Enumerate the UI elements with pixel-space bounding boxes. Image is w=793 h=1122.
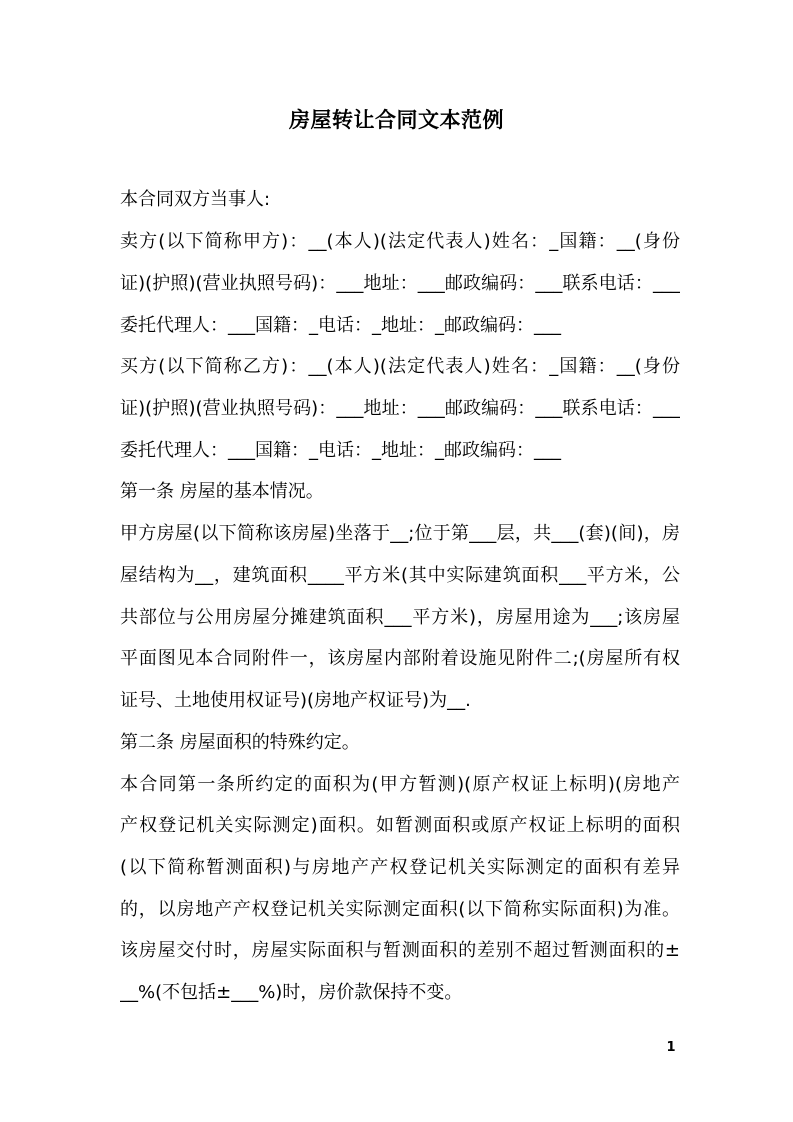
paragraph-line: 委托代理人：___国籍：_电话：_地址：_邮政编码：___ xyxy=(120,315,561,336)
page-number: 1 xyxy=(666,1040,676,1055)
section-heading: 第二条 房屋面积的特殊约定。 xyxy=(120,732,360,753)
paragraph-line: 屋结构为__，建筑面积____平方米(其中实际建筑面积___平方米，公 xyxy=(120,565,680,586)
paragraph-line: __%(不包括±___%)时，房价款保持不变。 xyxy=(120,982,463,1003)
paragraph-line: 平面图见本合同附件一，该房屋内部附着设施见附件二;(房屋所有权 xyxy=(120,648,680,669)
paragraph-line: 产权登记机关实际测定)面积。如暂测面积或原产权证上标明的面积 xyxy=(120,815,680,836)
paragraph-line: 甲方房屋(以下简称该房屋)坐落于__;位于第___层，共___(套)(间)，房 xyxy=(120,523,680,544)
paragraph-line: 的，以房地产产权登记机关实际测定面积(以下简称实际面积)为准。 xyxy=(120,899,680,920)
paragraph-line: 该房屋交付时，房屋实际面积与暂测面积的差别不超过暂测面积的± xyxy=(120,940,680,961)
section-heading: 第一条 房屋的基本情况。 xyxy=(120,481,324,502)
paragraph-line: 证)(护照)(营业执照号码)：___地址：___邮政编码：___联系电话：___ xyxy=(120,398,680,419)
paragraph-line: 本合同第一条所约定的面积为(甲方暂测)(原产权证上标明)(房地产 xyxy=(120,774,680,795)
document-title: 房屋转让合同文本范例 xyxy=(289,108,504,132)
paragraph-line: 委托代理人：___国籍：_电话：_地址：_邮政编码：___ xyxy=(120,440,561,461)
paragraph-line: 证号、土地使用权证号)(房地产权证号)为__. xyxy=(120,690,471,711)
paragraph-line: 证)(护照)(营业执照号码)：___地址：___邮政编码：___联系电话：___ xyxy=(120,273,680,294)
paragraph-line: (以下简称暂测面积)与房地产产权登记机关实际测定的面积有差异 xyxy=(120,857,680,878)
paragraph-line: 买方(以下简称乙方)：__(本人)(法定代表人)姓名：_国籍：__(身份 xyxy=(120,356,680,377)
paragraph-line: 卖方(以下简称甲方)：__(本人)(法定代表人)姓名：_国籍：__(身份 xyxy=(120,231,680,252)
paragraph-line: 本合同双方当事人: xyxy=(120,189,271,210)
paragraph-line: 共部位与公用房屋分摊建筑面积___平方米)，房屋用途为___;该房屋 xyxy=(120,607,680,628)
